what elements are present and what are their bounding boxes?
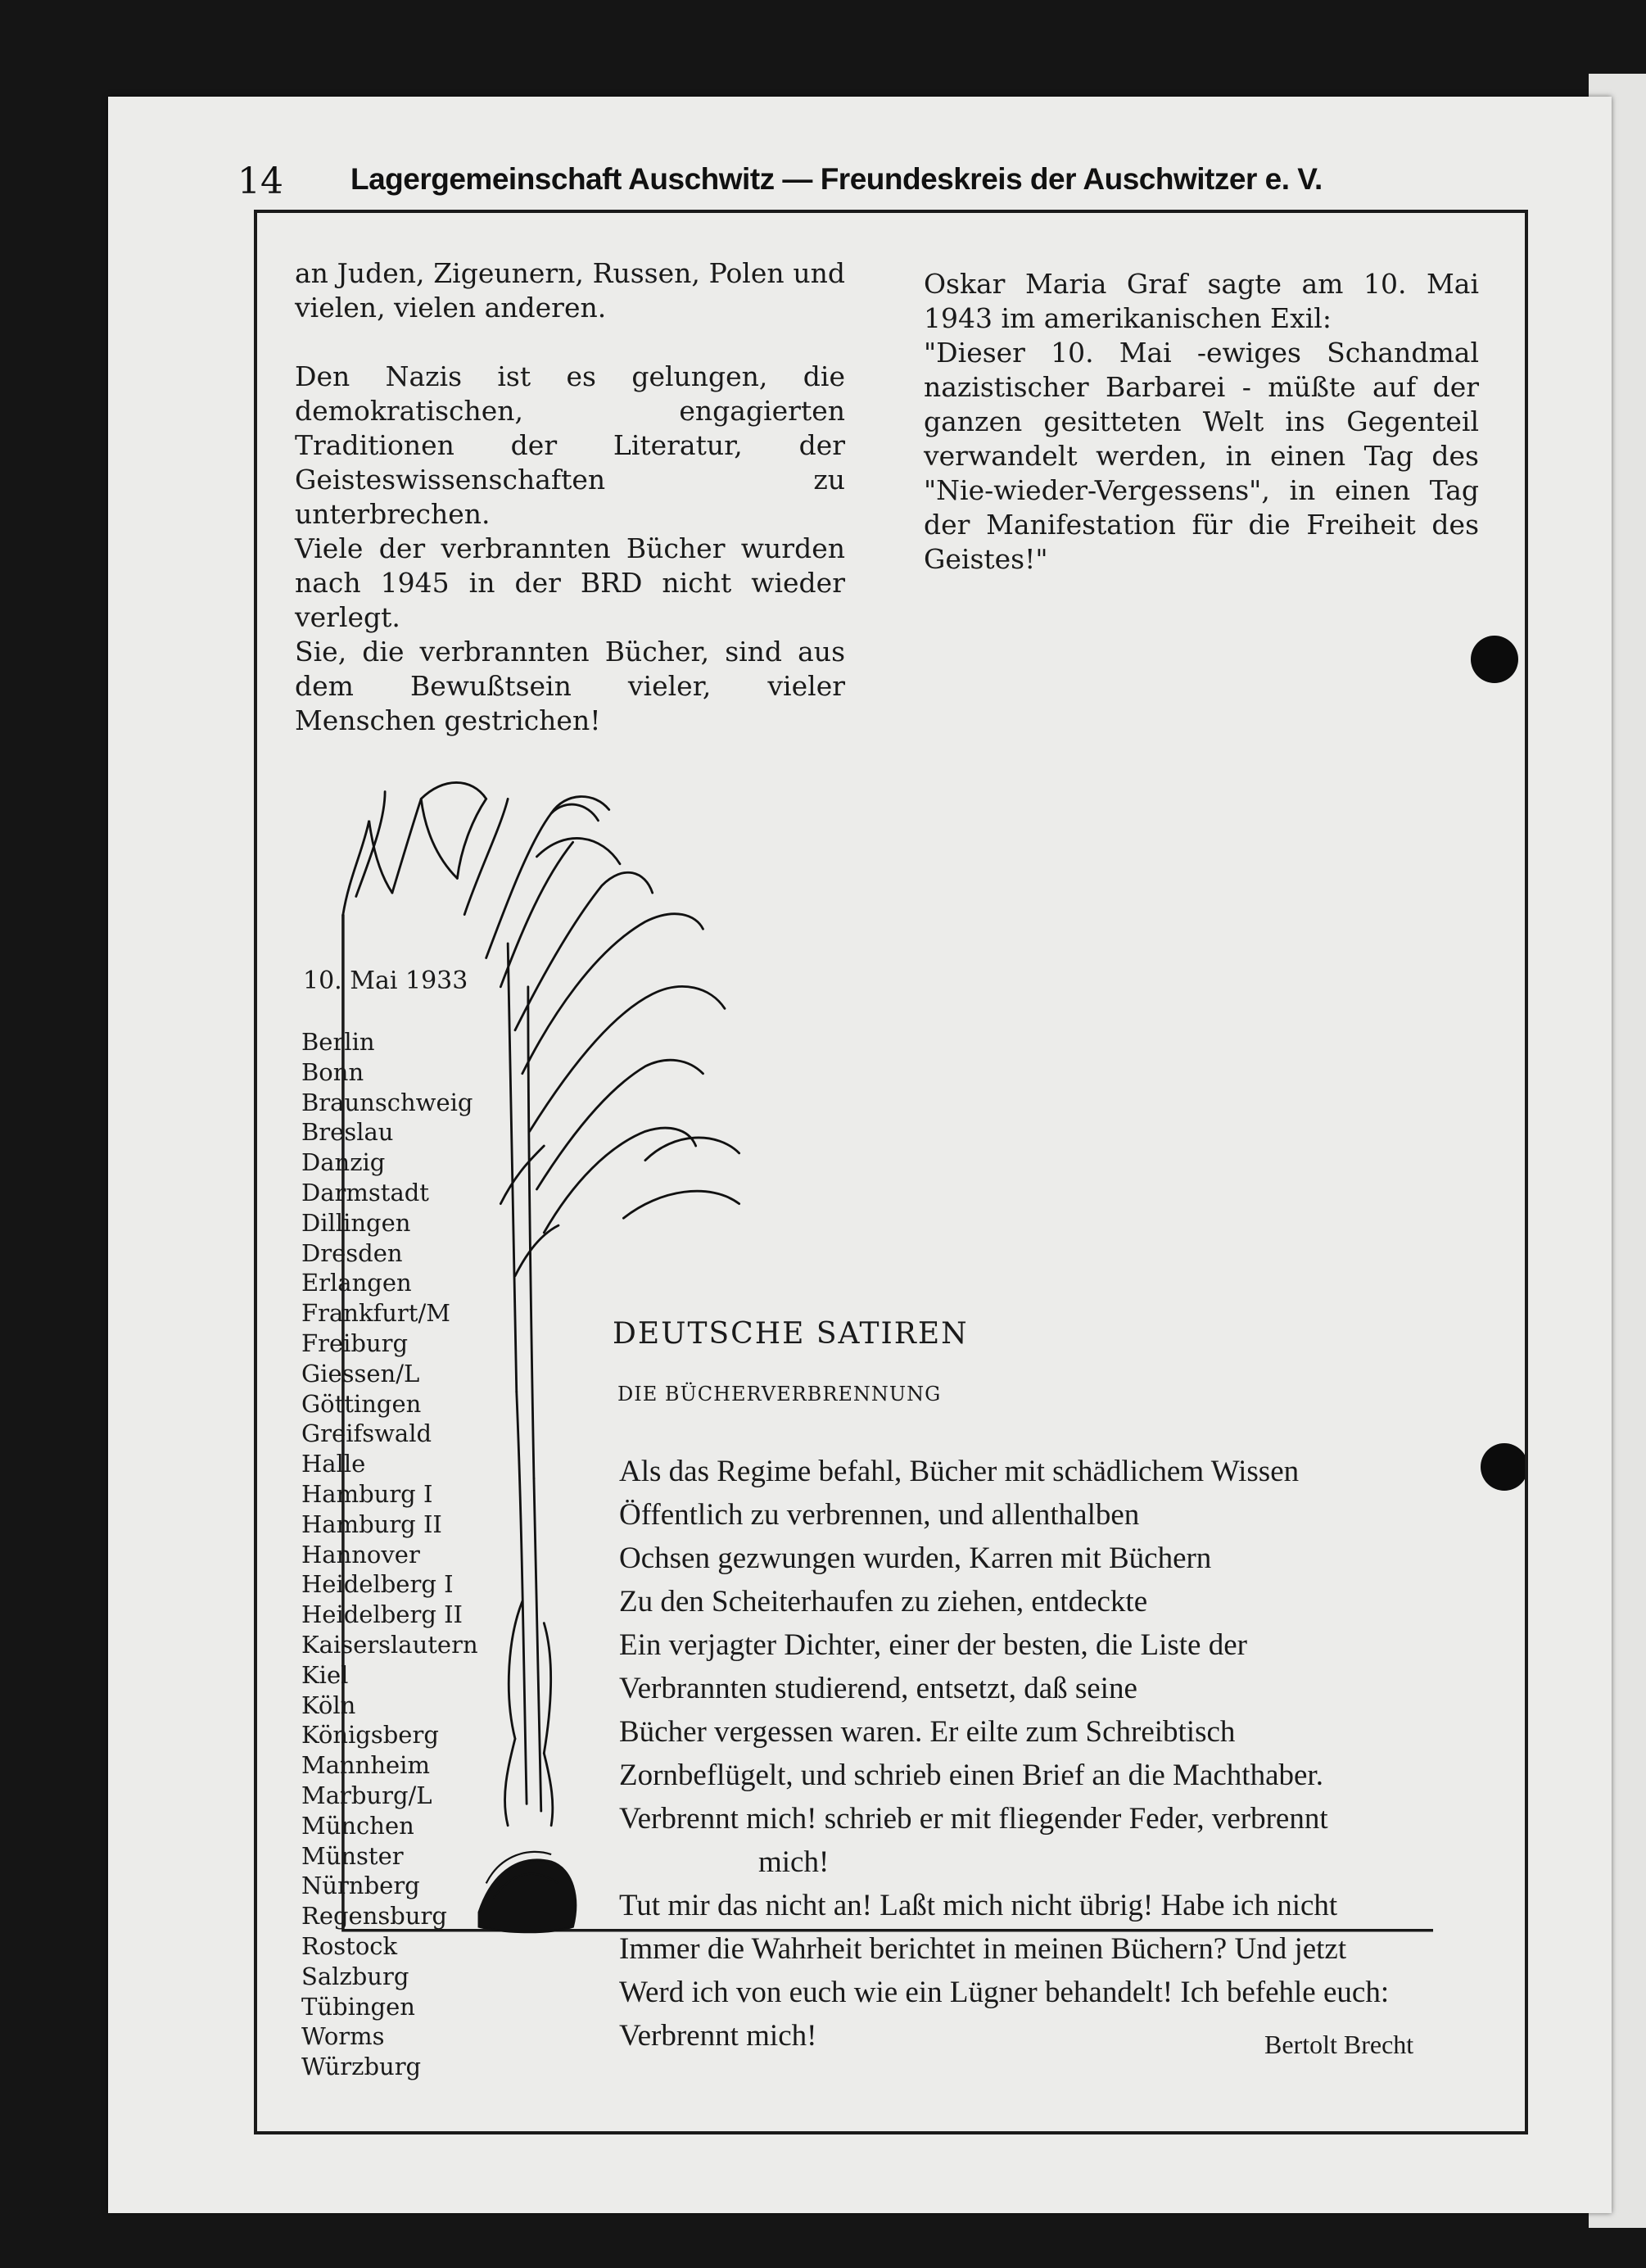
city-item: Kiel [301,1660,349,1689]
poem-line: Bücher vergessen waren. Er eilte zum Schreibtisch [619,1715,1236,1749]
poem-line: Verbrennt mich! schrieb er mit fliegender Feder, verbrennt [619,1802,1328,1836]
city-item: Königsberg [301,1721,439,1750]
poem-line: Ochsen gezwungen wurden, Karren mit Büchern [619,1541,1212,1575]
city-item: Heidelberg I [301,1570,454,1599]
paragraph: an Juden, Zigeunern, Russen, Polen und vielen, vielen anderen. [295,257,845,324]
satire-title: DEUTSCHE SATIREN [613,1317,969,1351]
city-list [301,1027,547,2082]
city-item: Darmstadt [301,1178,429,1206]
poem-line: Tut mir das nicht an! Laßt mich nicht übrig! Habe ich nicht [619,1889,1338,1922]
satire-subtitle: DIE BÜCHERVERBRENNUNG [617,1383,942,1406]
city-item: Bonn [301,1057,364,1086]
poster-date: 10. Mai 1933 [303,967,468,995]
poem-line: Öffentlich zu verbrennen, und allenthalben [619,1498,1140,1532]
city-item: Freiburg [301,1329,409,1357]
poem-line: Immer die Wahrheit berichtet in meinen Büchern? Und jetzt [619,1932,1347,1966]
paragraph: Viele der verbrannten Bücher wurden nach 1945 in der BRD nicht wieder verlegt. [295,532,845,633]
city-item: Dillingen [301,1208,411,1237]
quote-intro: Oskar Maria Graf sagte am 10. Mai 1943 im amerikanischen Exil: [924,268,1479,334]
city-item: Dresden [301,1238,403,1267]
city-item: Tübingen [301,1992,415,2021]
paragraph: Sie, die verbrannten Bücher, sind aus dem Bewußtsein vieler, vieler Menschen gestrichen! [295,636,845,736]
poem-line: Verbrennt mich! [619,2019,817,2053]
city-item: Marburg/L [301,1781,432,1809]
city-item: Kaiserslautern [301,1630,478,1659]
poem-line: mich! [758,1845,830,1879]
city-item: Worms [301,2022,385,2051]
city-item: Göttingen [301,1389,422,1418]
page-number: 14 [237,161,283,202]
poem-author: Bertolt Brecht [1264,2030,1414,2059]
city-item: Erlangen [301,1269,412,1297]
poem-line: Verbrannten studierend, entsetzt, daß seine [619,1672,1137,1705]
poem-line: Zornbeflügelt, und schrieb einen Brief an die Machthaber. [619,1759,1323,1792]
city-item: Greifswald [301,1419,432,1448]
poem [619,1450,1512,2057]
city-item: Salzburg [301,1962,409,1990]
city-item: Halle [301,1450,366,1478]
city-item: Giessen/L [301,1359,420,1388]
city-item: Münster [301,1841,404,1870]
city-item: Rostock [301,1931,398,1960]
poem-line: Zu den Scheiterhaufen zu ziehen, entdeckte [619,1585,1148,1618]
city-item: Hannover [301,1540,420,1569]
city-item: Regensburg [301,1902,447,1931]
poem-line: Werd ich von euch wie ein Lügner behandelt! Ich befehle euch: [619,1976,1390,2009]
page-header-title: Lagergemeinschaft Auschwitz — Freundeskreis der Auschwitzer e. V. [350,162,1323,196]
city-item: Hamburg I [301,1479,433,1508]
city-item: Breslau [301,1118,394,1147]
city-item: Braunschweig [301,1088,473,1116]
left-column [295,256,845,738]
poem-line: Als das Regime befahl, Bücher mit schädlichem Wissen [619,1455,1300,1488]
city-item: Berlin [301,1028,375,1056]
graf-quote: "Dieser 10. Mai -ewiges Schandmal nazistischer Barbarei - müßte auf der ganzen gesitteten Welt ins Gegenteil verwandelt werden, in einen Tag des "Nie-wieder-Vergessens", in einen Tag der Manifestation für die Freiheit des Geistes!" [924,337,1479,575]
right-column [924,267,1479,577]
poem-line: Ein verjagter Dichter, einer der besten, die Liste der [619,1628,1247,1662]
paragraph: Den Nazis ist es gelungen, die demokratischen, engagierten Traditionen der Literatur, der Geisteswissenschaften zu unterbrechen. [295,360,845,530]
city-item: Mannheim [301,1751,430,1780]
city-item: Nürnberg [301,1872,420,1900]
city-item: Köln [301,1691,356,1719]
city-item: Frankfurt/M [301,1299,450,1328]
city-item: Hamburg II [301,1510,442,1538]
city-item: Würzburg [301,2053,422,2081]
city-item: Heidelberg II [301,1600,464,1629]
city-item: München [301,1811,414,1840]
city-item: Danzig [301,1148,386,1177]
